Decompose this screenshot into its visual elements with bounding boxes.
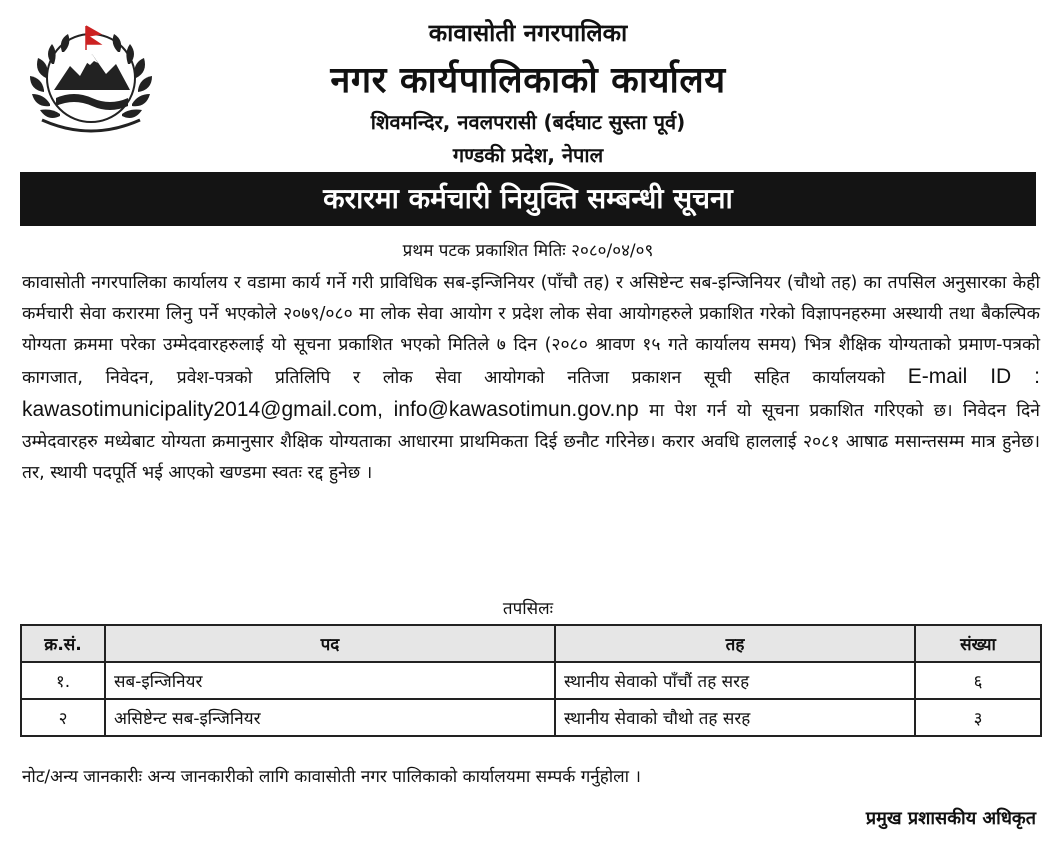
cell-count: ३ — [915, 699, 1041, 736]
cell-serial: २ — [21, 699, 105, 736]
header-serial: क्र.सं. — [21, 625, 105, 662]
cell-level: स्थानीय सेवाको चौथो तह सरह — [555, 699, 915, 736]
body-text-part-2: मा पेश गर्न यो सूचना प्रकाशित गरिएको छ। निवेदन दिने उम्मेदवारहरु मध्येबाट योग्यता क्रमानुसार शैक्षिक योग्यताका आधारमा प्राथमिकता दिई छनौट गरिनेछ। करार अवधि हाललाई २०८१ आषाढ मसान्तसम्म मात्र हुनेछ। तर, स्थायी पदपूर्ति भई आएको खण्डमा स्वतः रद्द हुनेछ । — [22, 401, 1040, 483]
header-post: पद — [105, 625, 555, 662]
email-addresses[interactable]: kawasotimunicipality2014@gmail.com, info@kawasotimun.gov.np — [22, 398, 639, 421]
note-text: नोट/अन्य जानकारीः अन्य जानकारीको लागि कावासोती नगर पालिकाको कार्यालयमा सम्पर्क गर्नुहोला । — [22, 767, 641, 787]
province-name: गण्डकी प्रदेश, नेपाल — [452, 143, 604, 167]
notice-title-banner: करारमा कर्मचारी नियुक्ति सम्बन्धी सूचना — [20, 172, 1036, 226]
body-text-part-1: कावासोती नगरपालिका कार्यालय र वडामा कार्य गर्ने गरी प्राविधिक सब-इन्जिनियर (पाँचौ तह) र असिष्टेन्ट सब-इन्जिनियर (चौथो तह) का तपसिल अनुसारका केही कर्मचारी सेवा करारमा लिनु पर्ने भएकोले २०७९/०८० मा लोक सेवा आयोग र प्रदेश लोक सेवा आयोगहरुले प्रकाशित गरेको विज्ञापनहरुमा अस्थायी तथा बैकल्पिक योग्यता क्रममा परेका उम्मेदवारहरुलाई यो सूचना प्रकाशित भएको मितिले ७ दिन (२०८० श्रावण १५ गते कार्यालय समय) भित्र शैक्षिक योग्यताको प्रमाण-पत्रको कागजात, निवेदन, प्रवेश-पत्रको प्रतिलिपि र लोक सेवा आयोगको नतिजा प्रकाशन सूची सहित कार्यालयको — [22, 273, 1040, 388]
cell-serial: १. — [21, 662, 105, 699]
header-count: संख्या — [915, 625, 1041, 662]
publication-date: प्रथम पटक प्रकाशित मितिः २०८०/०४/०९ — [402, 241, 654, 261]
signatory-title: प्रमुख प्रशासकीय अधिकृत — [865, 808, 1036, 829]
municipality-name: कावासोती नगरपालिका — [428, 19, 628, 47]
cell-post: असिष्टेन्ट सब-इन्जिनियर — [105, 699, 555, 736]
table-row — [21, 662, 1041, 699]
notice-body — [22, 268, 1040, 489]
email-label: E-mail ID : — [907, 365, 1040, 388]
cell-post: सब-इन्जिनियर — [105, 662, 555, 699]
cell-count: ६ — [915, 662, 1041, 699]
cell-level: स्थानीय सेवाको पाँचौं तह सरह — [555, 662, 915, 699]
office-name: नगर कार्यपालिकाको कार्यालय — [330, 60, 726, 101]
table-header-row — [21, 625, 1041, 662]
schedule-label: तपसिलः — [502, 599, 554, 619]
header-level: तह — [555, 625, 915, 662]
vacancy-table — [20, 624, 1042, 737]
table-row — [21, 699, 1041, 736]
office-address: शिवमन्दिर, नवलपरासी (बर्दघाट सुस्ता पूर्व) — [370, 110, 686, 134]
